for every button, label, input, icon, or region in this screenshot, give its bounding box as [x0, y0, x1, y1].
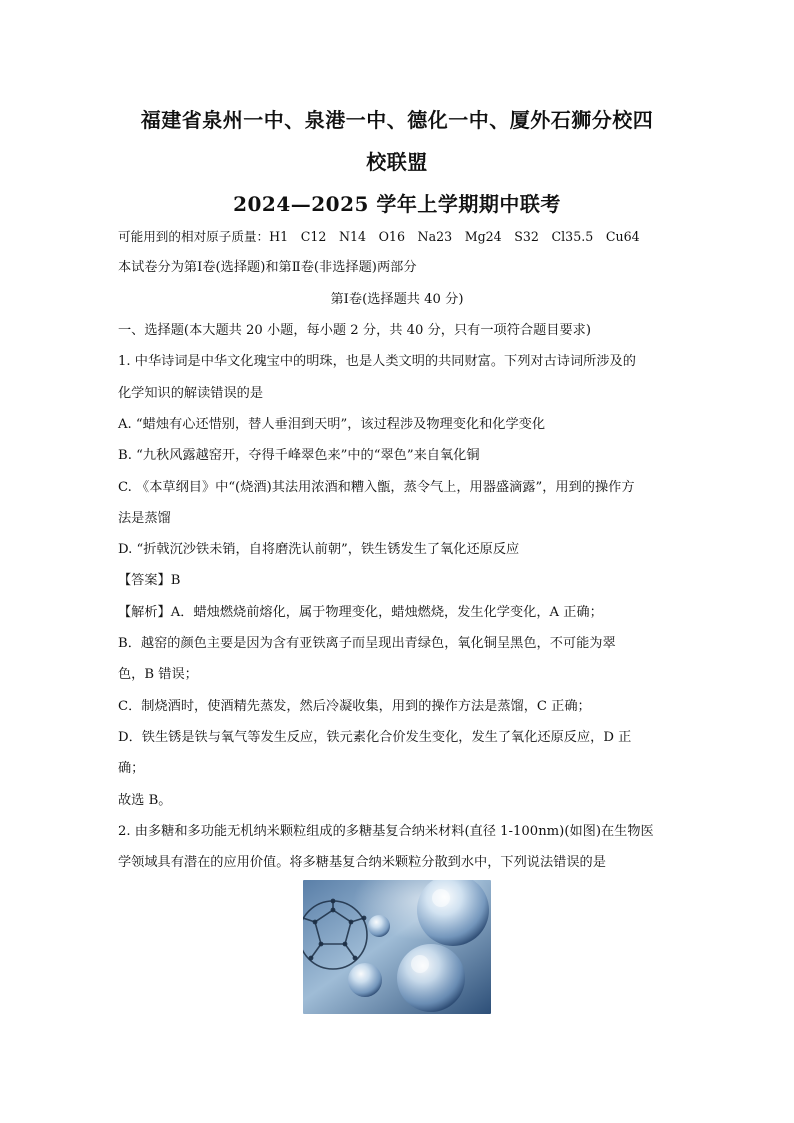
q1-explanation-c: C．制烧酒时，使酒精先蒸发，然后冷凝收集，用到的操作方法是蒸馏，C 正确； — [118, 699, 591, 714]
q2-stem-line-1: 2. 由多糖和多功能无机纳米颗粒组成的多糖基复合纳米材料(直径 1-100nm)(如图)在生物医 — [118, 824, 654, 839]
q1-option-a: A. “蜡烛有心还惜别，替人垂泪到天明”，该过程涉及物理变化和化学变化 — [118, 417, 546, 432]
q1-explanation-b-line-2: 色，B 错误； — [118, 667, 198, 682]
section1-heading: 一、选择题(本大题共 20 小题，每小题 2 分，共 40 分，只有一项符合题目要求) — [118, 323, 592, 338]
q1-conclusion: 故选 B。 — [118, 793, 172, 808]
q1-option-d: D. “折戟沉沙铁未销，自将磨洗认前朝”，铁生锈发生了氧化还原反应 — [118, 542, 520, 557]
q2-stem-line-2: 学领域具有潜在的应用价值。将多糖基复合纳米颗粒分散到水中，下列说法错误的是 — [118, 855, 606, 870]
q1-explanation-b-line-1: B．越窑的颜色主要是因为含有亚铁离子而呈现出青绿色，氧化铜呈黑色，不可能为翠 — [118, 636, 616, 651]
q1-option-c-line-1: C. 《本草纲目》中“(烧酒)其法用浓酒和糟入甑，蒸令气上，用器盛滴露”，用到的操作方 — [118, 480, 635, 495]
q1-explanation-d-line-1: D．铁生锈是铁与氧气等发生反应，铁元素化合价发生变化，发生了氧化还原反应，D 正 — [118, 730, 632, 745]
q1-stem-line-1: 1. 中华诗词是中华文化瑰宝中的明珠，也是人类文明的共同财富。下列对古诗词所涉及的 — [118, 354, 636, 369]
q1-option-c-line-2: 法是蒸馏 — [118, 511, 171, 526]
q1-stem-line-2: 化学知识的解读错误的是 — [118, 386, 264, 401]
q1-explanation-a: 【解析】A．蜡烛燃烧前熔化，属于物理变化，蜡烛燃烧，发生化学变化，A 正确； — [118, 605, 603, 620]
atomic-mass-line: 可能用到的相对原子质量：H1 C12 N14 O16 Na23 Mg24 S32 Cl35.5 Cu64 — [118, 229, 640, 244]
nanoparticle-figure — [303, 880, 491, 1014]
title-line-3: 2024—2025 学年上学期期中联考 — [233, 192, 561, 216]
q1-explanation-d-line-2: 确； — [118, 761, 145, 776]
q1-answer: 【答案】B — [118, 573, 181, 588]
nanoparticle-illustration — [303, 880, 491, 1014]
title-line-1: 福建省泉州一中、泉港一中、德化一中、厦外石狮分校四 — [140, 108, 654, 132]
q1-option-b: B. “九秋风露越窑开，夺得千峰翠色来”中的“翠色”来自氧化铜 — [118, 448, 480, 463]
part1-title: 第Ⅰ卷(选择题共 40 分) — [330, 292, 464, 307]
title-line-2: 校联盟 — [366, 150, 428, 174]
paper-structure-line: 本试卷分为第Ⅰ卷(选择题)和第Ⅱ卷(非选择题)两部分 — [118, 260, 417, 275]
